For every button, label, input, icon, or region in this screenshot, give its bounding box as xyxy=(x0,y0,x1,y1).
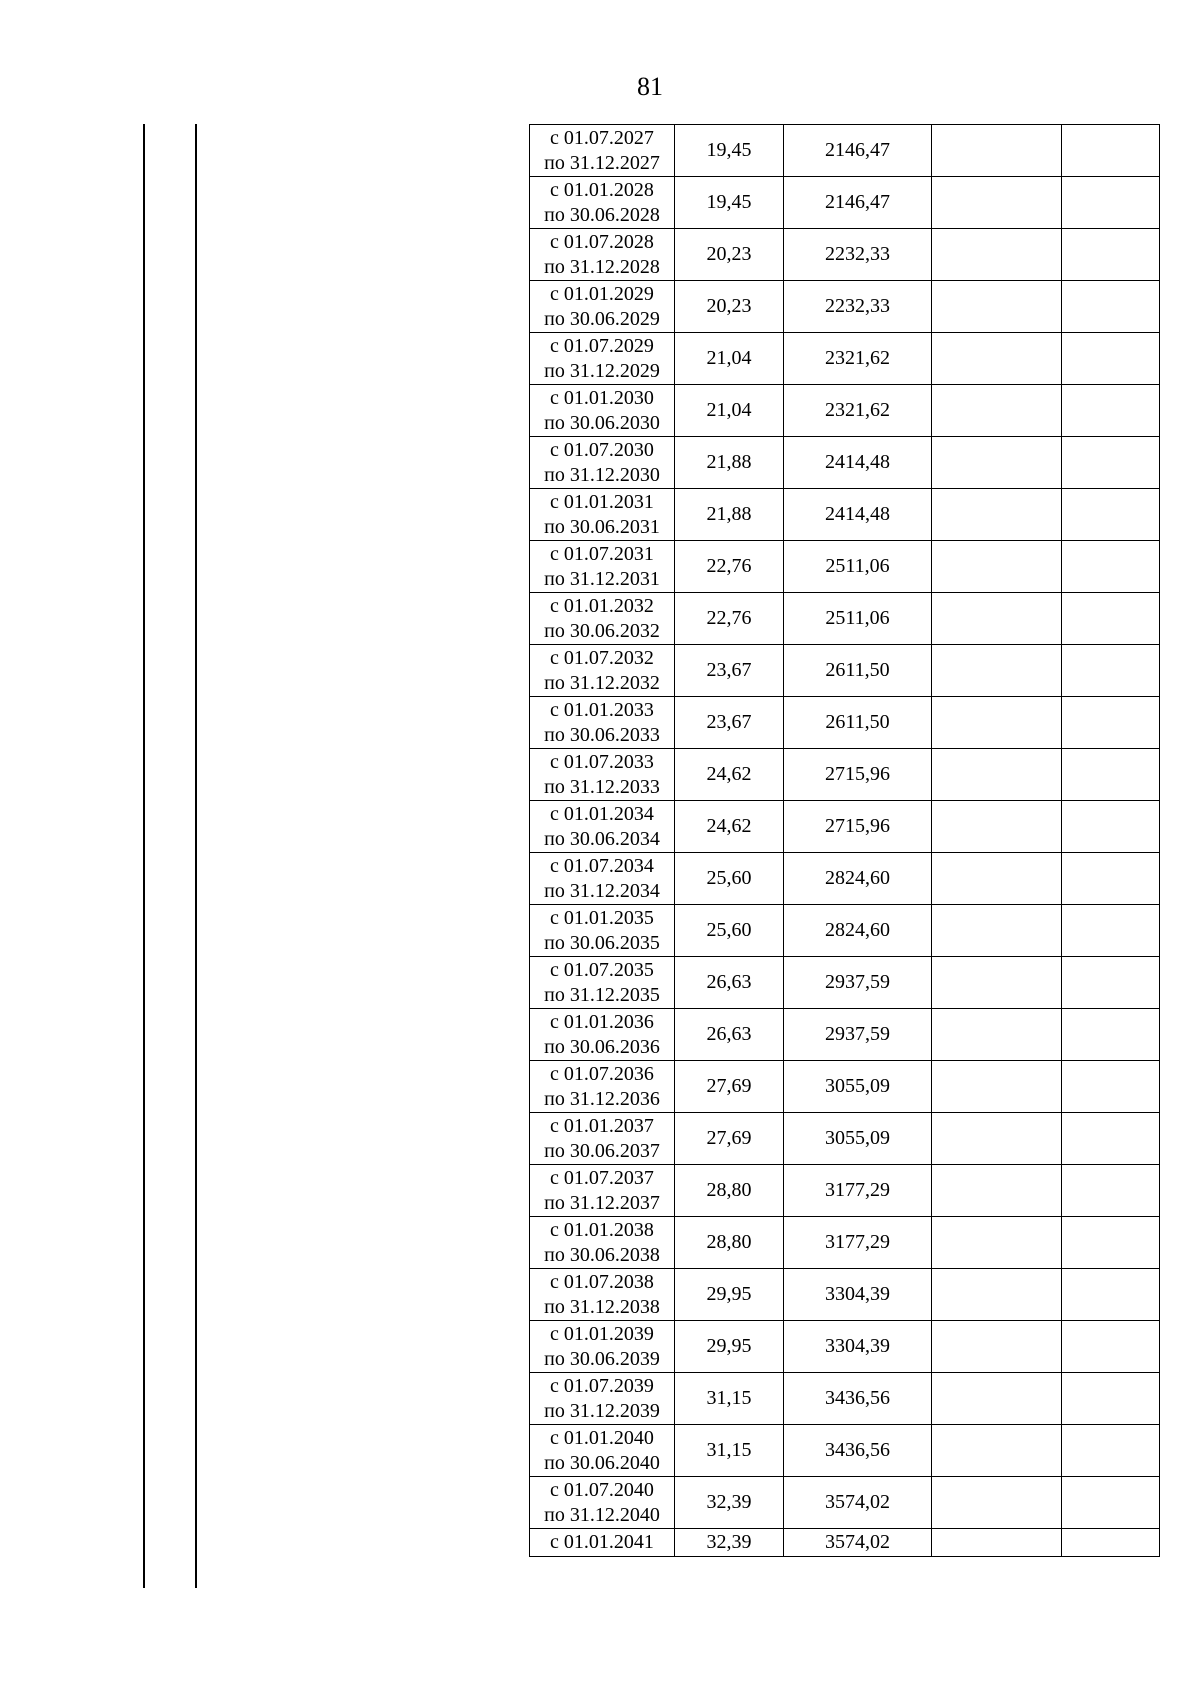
empty-cell-2 xyxy=(1062,177,1160,229)
period-from: с 01.07.2029 xyxy=(550,334,654,357)
empty-cell-1 xyxy=(932,1165,1062,1217)
table-row xyxy=(530,801,1160,853)
period-cell xyxy=(530,437,675,489)
empty-cell-2 xyxy=(1062,593,1160,645)
table-row xyxy=(530,1425,1160,1477)
empty-cell-1 xyxy=(932,1321,1062,1373)
period-to: по 31.12.2036 xyxy=(544,1087,660,1110)
empty-cell-1 xyxy=(932,541,1062,593)
period-cell xyxy=(530,1321,675,1373)
amount-cell: 2715,96 xyxy=(784,749,932,801)
table-row xyxy=(530,385,1160,437)
period-to: по 30.06.2028 xyxy=(544,203,660,226)
empty-cell-1 xyxy=(932,177,1062,229)
empty-cell-2 xyxy=(1062,1425,1160,1477)
period-from: с 01.01.2036 xyxy=(550,1010,654,1033)
empty-cell-1 xyxy=(932,905,1062,957)
rate-cell: 28,80 xyxy=(675,1165,784,1217)
rate-cell: 27,69 xyxy=(675,1113,784,1165)
period-from: с 01.07.2030 xyxy=(550,438,654,461)
period-to: по 31.12.2037 xyxy=(544,1191,660,1214)
table-row xyxy=(530,437,1160,489)
table-row xyxy=(530,593,1160,645)
table-row xyxy=(530,645,1160,697)
period-cell xyxy=(530,1425,675,1477)
empty-cell-1 xyxy=(932,125,1062,177)
period-to: по 30.06.2040 xyxy=(544,1451,660,1474)
rate-cell: 24,62 xyxy=(675,801,784,853)
empty-cell-1 xyxy=(932,801,1062,853)
period-to: по 30.06.2030 xyxy=(544,411,660,434)
rate-cell: 24,62 xyxy=(675,749,784,801)
rate-cell: 32,39 xyxy=(675,1477,784,1529)
period-to: по 31.12.2034 xyxy=(544,879,660,902)
period-cell xyxy=(530,1529,675,1557)
period-from: с 01.01.2032 xyxy=(550,594,654,617)
second-column-border xyxy=(195,124,197,1588)
period-to: по 30.06.2029 xyxy=(544,307,660,330)
table-row xyxy=(530,541,1160,593)
period-cell xyxy=(530,281,675,333)
table-row xyxy=(530,1165,1160,1217)
amount-cell: 3574,02 xyxy=(784,1477,932,1529)
amount-cell: 3177,29 xyxy=(784,1217,932,1269)
left-column-border xyxy=(143,124,145,1588)
amount-cell: 3055,09 xyxy=(784,1061,932,1113)
empty-cell-2 xyxy=(1062,1009,1160,1061)
amount-cell: 2146,47 xyxy=(784,125,932,177)
tariff-table-body xyxy=(530,125,1160,1557)
rate-cell: 22,76 xyxy=(675,541,784,593)
table-row xyxy=(530,281,1160,333)
empty-cell-1 xyxy=(932,1009,1062,1061)
empty-cell-1 xyxy=(932,593,1062,645)
period-to: по 31.12.2038 xyxy=(544,1295,660,1318)
empty-cell-1 xyxy=(932,1113,1062,1165)
rate-cell: 26,63 xyxy=(675,1009,784,1061)
empty-cell-2 xyxy=(1062,1373,1160,1425)
period-cell xyxy=(530,541,675,593)
period-from: с 01.01.2030 xyxy=(550,386,654,409)
table-row xyxy=(530,1529,1160,1557)
amount-cell: 2824,60 xyxy=(784,905,932,957)
amount-cell: 2414,48 xyxy=(784,437,932,489)
amount-cell: 2232,33 xyxy=(784,281,932,333)
amount-cell: 2824,60 xyxy=(784,853,932,905)
table-row xyxy=(530,905,1160,957)
period-from: с 01.01.2038 xyxy=(550,1218,654,1241)
rate-cell: 23,67 xyxy=(675,697,784,749)
rate-cell: 29,95 xyxy=(675,1269,784,1321)
empty-cell-2 xyxy=(1062,1061,1160,1113)
period-to: по 31.12.2031 xyxy=(544,567,660,590)
period-to: по 30.06.2033 xyxy=(544,723,660,746)
rate-cell: 19,45 xyxy=(675,177,784,229)
period-cell xyxy=(530,1009,675,1061)
period-to: по 31.12.2033 xyxy=(544,775,660,798)
amount-cell: 2937,59 xyxy=(784,957,932,1009)
period-cell xyxy=(530,853,675,905)
rate-cell: 21,88 xyxy=(675,437,784,489)
period-cell xyxy=(530,385,675,437)
amount-cell: 2321,62 xyxy=(784,385,932,437)
period-to: по 31.12.2030 xyxy=(544,463,660,486)
period-from: с 01.07.2033 xyxy=(550,750,654,773)
period-to: по 30.06.2035 xyxy=(544,931,660,954)
rate-cell: 20,23 xyxy=(675,229,784,281)
period-from: с 01.07.2037 xyxy=(550,1166,654,1189)
period-cell xyxy=(530,749,675,801)
empty-cell-1 xyxy=(932,749,1062,801)
period-from: с 01.01.2034 xyxy=(550,802,654,825)
rate-cell: 27,69 xyxy=(675,1061,784,1113)
amount-cell: 3177,29 xyxy=(784,1165,932,1217)
period-cell xyxy=(530,1373,675,1425)
empty-cell-1 xyxy=(932,489,1062,541)
period-to: по 31.12.2035 xyxy=(544,983,660,1006)
period-cell xyxy=(530,1477,675,1529)
table-row xyxy=(530,229,1160,281)
empty-cell-1 xyxy=(932,645,1062,697)
empty-cell-1 xyxy=(932,1425,1062,1477)
rate-cell: 21,04 xyxy=(675,385,784,437)
period-from: с 01.07.2035 xyxy=(550,958,654,981)
period-to: по 31.12.2027 xyxy=(544,151,660,174)
tariff-table xyxy=(529,124,1160,1557)
period-from: с 01.07.2040 xyxy=(550,1478,654,1501)
amount-cell: 3574,02 xyxy=(784,1529,932,1557)
empty-cell-1 xyxy=(932,697,1062,749)
period-from: с 01.07.2031 xyxy=(550,542,654,565)
rate-cell: 23,67 xyxy=(675,645,784,697)
period-cell xyxy=(530,801,675,853)
rate-cell: 32,39 xyxy=(675,1529,784,1557)
table-row xyxy=(530,125,1160,177)
amount-cell: 2611,50 xyxy=(784,697,932,749)
empty-cell-2 xyxy=(1062,437,1160,489)
period-cell xyxy=(530,645,675,697)
amount-cell: 2937,59 xyxy=(784,1009,932,1061)
table-row xyxy=(530,1009,1160,1061)
empty-cell-2 xyxy=(1062,1321,1160,1373)
rate-cell: 26,63 xyxy=(675,957,784,1009)
period-cell xyxy=(530,697,675,749)
table-row xyxy=(530,697,1160,749)
empty-cell-2 xyxy=(1062,489,1160,541)
amount-cell: 3304,39 xyxy=(784,1269,932,1321)
empty-cell-1 xyxy=(932,437,1062,489)
period-from: с 01.01.2039 xyxy=(550,1322,654,1345)
period-cell xyxy=(530,1165,675,1217)
amount-cell: 2611,50 xyxy=(784,645,932,697)
period-to: по 31.12.2029 xyxy=(544,359,660,382)
empty-cell-1 xyxy=(932,1529,1062,1557)
period-cell xyxy=(530,333,675,385)
period-cell xyxy=(530,229,675,281)
period-to: по 30.06.2032 xyxy=(544,619,660,642)
empty-cell-1 xyxy=(932,229,1062,281)
empty-cell-2 xyxy=(1062,385,1160,437)
empty-cell-2 xyxy=(1062,281,1160,333)
rate-cell: 21,04 xyxy=(675,333,784,385)
table-row xyxy=(530,853,1160,905)
period-to: по 31.12.2028 xyxy=(544,255,660,278)
rate-cell: 22,76 xyxy=(675,593,784,645)
table-row xyxy=(530,1477,1160,1529)
table-row xyxy=(530,333,1160,385)
period-to: по 30.06.2037 xyxy=(544,1139,660,1162)
rate-cell: 31,15 xyxy=(675,1373,784,1425)
table-row xyxy=(530,1321,1160,1373)
table-row xyxy=(530,749,1160,801)
empty-cell-1 xyxy=(932,1373,1062,1425)
empty-cell-2 xyxy=(1062,1529,1160,1557)
page-number: 81 xyxy=(637,72,663,101)
period-to: по 30.06.2036 xyxy=(544,1035,660,1058)
amount-cell: 3436,56 xyxy=(784,1425,932,1477)
period-cell xyxy=(530,1113,675,1165)
empty-cell-2 xyxy=(1062,749,1160,801)
rate-cell: 31,15 xyxy=(675,1425,784,1477)
empty-cell-2 xyxy=(1062,801,1160,853)
empty-cell-2 xyxy=(1062,1269,1160,1321)
period-cell xyxy=(530,593,675,645)
period-to: по 30.06.2031 xyxy=(544,515,660,538)
period-from: с 01.01.2035 xyxy=(550,906,654,929)
table-row xyxy=(530,1061,1160,1113)
amount-cell: 2414,48 xyxy=(784,489,932,541)
period-to: по 30.06.2039 xyxy=(544,1347,660,1370)
period-cell xyxy=(530,125,675,177)
empty-cell-2 xyxy=(1062,853,1160,905)
empty-cell-2 xyxy=(1062,957,1160,1009)
table-row xyxy=(530,489,1160,541)
empty-cell-2 xyxy=(1062,905,1160,957)
period-from: с 01.07.2036 xyxy=(550,1062,654,1085)
period-to: по 30.06.2034 xyxy=(544,827,660,850)
table-row xyxy=(530,957,1160,1009)
empty-cell-1 xyxy=(932,385,1062,437)
period-cell xyxy=(530,1061,675,1113)
empty-cell-2 xyxy=(1062,1113,1160,1165)
amount-cell: 2511,06 xyxy=(784,541,932,593)
rate-cell: 28,80 xyxy=(675,1217,784,1269)
period-cell xyxy=(530,905,675,957)
empty-cell-2 xyxy=(1062,229,1160,281)
empty-cell-1 xyxy=(932,1269,1062,1321)
period-from: с 01.07.2039 xyxy=(550,1374,654,1397)
rate-cell: 21,88 xyxy=(675,489,784,541)
empty-cell-1 xyxy=(932,281,1062,333)
period-from: с 01.01.2028 xyxy=(550,178,654,201)
period-to: по 30.06.2038 xyxy=(544,1243,660,1266)
period-cell xyxy=(530,489,675,541)
table-row xyxy=(530,1217,1160,1269)
period-from: с 01.07.2034 xyxy=(550,854,654,877)
period-from: с 01.01.2031 xyxy=(550,490,654,513)
empty-cell-2 xyxy=(1062,1477,1160,1529)
period-from: с 01.01.2033 xyxy=(550,698,654,721)
period-cell xyxy=(530,177,675,229)
table-row xyxy=(530,1373,1160,1425)
empty-cell-1 xyxy=(932,333,1062,385)
empty-cell-2 xyxy=(1062,1165,1160,1217)
rate-cell: 25,60 xyxy=(675,905,784,957)
period-cell xyxy=(530,1269,675,1321)
amount-cell: 2715,96 xyxy=(784,801,932,853)
period-from: с 01.07.2038 xyxy=(550,1270,654,1293)
empty-cell-2 xyxy=(1062,333,1160,385)
empty-cell-1 xyxy=(932,853,1062,905)
amount-cell: 2146,47 xyxy=(784,177,932,229)
period-from: с 01.01.2037 xyxy=(550,1114,654,1137)
period-to: по 31.12.2032 xyxy=(544,671,660,694)
table-row xyxy=(530,1113,1160,1165)
period-from: с 01.01.2041 xyxy=(550,1531,654,1553)
empty-cell-2 xyxy=(1062,1217,1160,1269)
rate-cell: 20,23 xyxy=(675,281,784,333)
amount-cell: 2321,62 xyxy=(784,333,932,385)
amount-cell: 3304,39 xyxy=(784,1321,932,1373)
empty-cell-2 xyxy=(1062,645,1160,697)
rate-cell: 25,60 xyxy=(675,853,784,905)
rate-cell: 19,45 xyxy=(675,125,784,177)
amount-cell: 2232,33 xyxy=(784,229,932,281)
period-cell xyxy=(530,957,675,1009)
empty-cell-2 xyxy=(1062,697,1160,749)
period-cell xyxy=(530,1217,675,1269)
period-from: с 01.01.2029 xyxy=(550,282,654,305)
amount-cell: 3436,56 xyxy=(784,1373,932,1425)
empty-cell-1 xyxy=(932,957,1062,1009)
period-to: по 31.12.2039 xyxy=(544,1399,660,1422)
table-row xyxy=(530,177,1160,229)
period-from: с 01.07.2027 xyxy=(550,126,654,149)
period-from: с 01.07.2032 xyxy=(550,646,654,669)
amount-cell: 3055,09 xyxy=(784,1113,932,1165)
period-to: по 31.12.2040 xyxy=(544,1503,660,1526)
empty-cell-1 xyxy=(932,1061,1062,1113)
empty-cell-2 xyxy=(1062,541,1160,593)
period-from: с 01.07.2028 xyxy=(550,230,654,253)
empty-cell-1 xyxy=(932,1217,1062,1269)
amount-cell: 2511,06 xyxy=(784,593,932,645)
empty-cell-1 xyxy=(932,1477,1062,1529)
rate-cell: 29,95 xyxy=(675,1321,784,1373)
empty-cell-2 xyxy=(1062,125,1160,177)
period-from: с 01.01.2040 xyxy=(550,1426,654,1449)
table-row xyxy=(530,1269,1160,1321)
